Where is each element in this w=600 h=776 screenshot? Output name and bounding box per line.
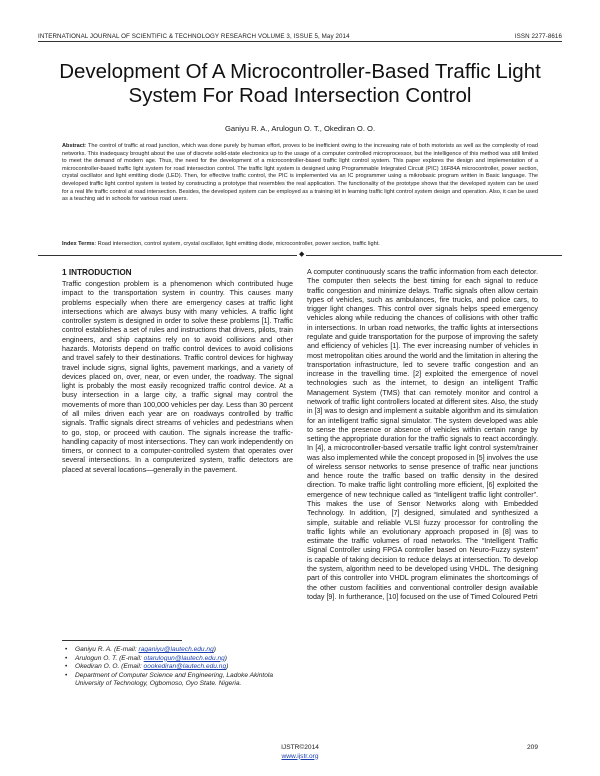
- email-link[interactable]: otarulogun@lautech.edu.ng: [143, 654, 225, 662]
- author-list: Ganiyu R. A., Arulogun O. T., Okediran O. O.: [224, 124, 376, 133]
- website-link[interactable]: www.ijstr.org: [281, 752, 319, 760]
- footnote-item: • Ganiyu R. A. (E-mail: raganiyu@lautech.edu.ng): [62, 646, 293, 655]
- author-footnotes: [62, 646, 293, 689]
- abstract-text: : The control of traffic at road junction, which was done purely by human effort, proves to be inefficient owing to the increasing rate of both motorists as well as the complexity of road networks. This inadequacy brought about the use of discrete solid-state electronics up to the usage of a computer controlled microprocessor, but the intelligence of this method was still limited to meet the demand of modern age. Thus, the need for the development of a microcontroller-based traffic light control system. This paper explores the design and implementation of a microcontroller-based traffic light system for road intersection control. The traffic light system is designed using Programmable Integrated Circuit (PIC) 16F84A microcontroller, power section, crystal oscillator and light emitting diode (LED). Then, for effective traffic control, the PIC is implemented via an IC programmer using a mikrobasic program written in Basic language. The developed traffic light control system is tested by constructing a prototype that resembles the real application. The functionality of the prototype shows that the developed system can be used for a real life traffic control at road intersection. Besides, the developed system can be employed as a training kit in learning traffic light control system design and operation. Also, it can be used as a teaching aid in schools for various road users.: [62, 143, 538, 203]
- issn: ISSN 2277-8616: [514, 33, 562, 40]
- footnote-item: • Department of Computer Science and Engineering, Ladoke Akintola University of Technology, Ogbomoso, Oyo State. Nigeria.: [62, 672, 293, 689]
- email-link[interactable]: oookediran@lautech.edu.ng: [143, 663, 227, 671]
- diamond-icon: ◆: [299, 251, 305, 258]
- email-link[interactable]: raganiyu@lautech.edu.ng: [138, 646, 214, 653]
- section-heading: 1 INTRODUCTION: [62, 268, 132, 277]
- page-number: 209: [526, 744, 538, 751]
- index-terms-text: : Road intersection, control system, crystal oscillator, light emitting diode, microcontroller, power section, traffic light.: [94, 241, 380, 247]
- page-footer: [0, 744, 600, 761]
- abstract: [62, 143, 538, 204]
- index-terms: [62, 241, 538, 249]
- right-column: [307, 268, 538, 602]
- footnote-item: • Okediran O. O. (Email: oookediran@lautech.edu.ng): [62, 663, 293, 672]
- footnote-rule: [62, 640, 182, 641]
- copyright-code: IJSTR©2014: [281, 744, 319, 751]
- paper-title: Development Of A Microcontroller-Based Traffic Light System For Road Intersection Control: [59, 60, 541, 107]
- left-column: [62, 268, 293, 475]
- footnote-item: • Arulogun O. T. (E-mail: otarulogun@lautech.edu.ng): [62, 655, 293, 664]
- journal-name: INTERNATIONAL JOURNAL OF SCIENTIFIC & TECHNOLOGY RESEARCH VOLUME 3, ISSUE 5, May 2014: [38, 33, 350, 40]
- intro-paragraph-left: Traffic congestion problem is a phenomenon which contributed huge impact to the transportation system in country. This causes many problems especially when there are emergency cases at traffic light intersections which are always busy with many vehicles. A traffic light controller system is designed in order to solve these problems [1]. Traffic control establishes a set of rules and instructions that drivers, pilots, train engineers, and ship captains rely on to avoid collisions and other hazards. Motorists depend on traffic control devices to avoid collisions and travel safely to their destinations. Traffic control devices for highway travel include signs, signal lights, pavement markings, and a variety of devices placed on, over, near, or even under, the roadway. The signal light is probably the most easily recognized traffic control device. At a busy intersection in a large city, a traffic signal may control the movements of more than 100,000 vehicles per day. Less than 30 percent of all miles driven each year are on roadways controlled by traffic signals. Traffic signals direct streams of vehicles and pedestrians when to go, stop, or proceed with caution. The signals increase the traffic-handling capacity of most intersections. They can work independently on timers, or connect to a computer-controlled system that operates over several intersections. In a computerized system, traffic detectors are placed at several locations—generally in the pavement.: [62, 280, 293, 474]
- index-terms-label: Index Terms: [62, 241, 95, 247]
- intro-paragraph-right: A computer continuously scans the traffic information from each detector. The computer then selects the best timing for each signal to reduce traffic congestion and minimize delays. Traffic signals often allow certain types of vehicles, such as ambulances, fire trucks, and police cars, to trigger light changes. This control over signals helps speed emergency vehicles along while reducing the chances of collisions with other traffic in intersections. In urban road networks, the traffic lights at intersections regulate and guide transportation for the purpose of improving the safety and efficiency of vehicles [1]. The ever increasing number of vehicles in most metropolitan cities around the world and the limitation in altering the transportation infrastructure, led to severe traffic congestion and an increase in the travelling time. [2] exploited the emergence of novel technologies such as the internet, to design an intelligent Traffic Management System (TMS) that can remotely monitor and control a network of traffic light controllers located at different sites. Also, the study in [3] was to design and implement a suitable algorithm and its simulation for an intelligent traffic signal simulator. The system developed was able to sense the presence or absence of vehicles within certain range by setting the appropriate duration for the traffic signals to react accordingly. In [4], a microcontroller-based versatile traffic light control system/trainer was also implemented while the concept proposed in [5] involves the use of wireless sensor networks to sense presence of traffic near junctions and hence route the traffic based on traffic density in the desired direction. To make traffic light controlling more efficient, [6] exploited the emergence of new technique called as “Intelligent traffic light controller”. This makes the use of Sensor Networks along with Embedded Technology. In addition, [7] designed, simulated and synthesized a simple, suitable and reliable VLSI fuzzy processor for controlling the traffic lights while an evolutionary approach proposed in [8] was to estimate the traffic volumes of road networks. The “Intelligent Traffic Signal Controller using FPGA controller based on Neuro-Fuzzy system” is capable of taking decision to reduce delays at intersection. To develop the system, algorithm need to be developed using VHDL. The designing part of this controller into VHDL program eliminates the shortcomings of the other custom facilities and conventional controller design available today [9]. In furtherance, [10] focused on the use of Timed Coloured Petri: [307, 268, 539, 601]
- header-rule: [38, 41, 562, 42]
- abstract-label: Abstract: [62, 143, 85, 149]
